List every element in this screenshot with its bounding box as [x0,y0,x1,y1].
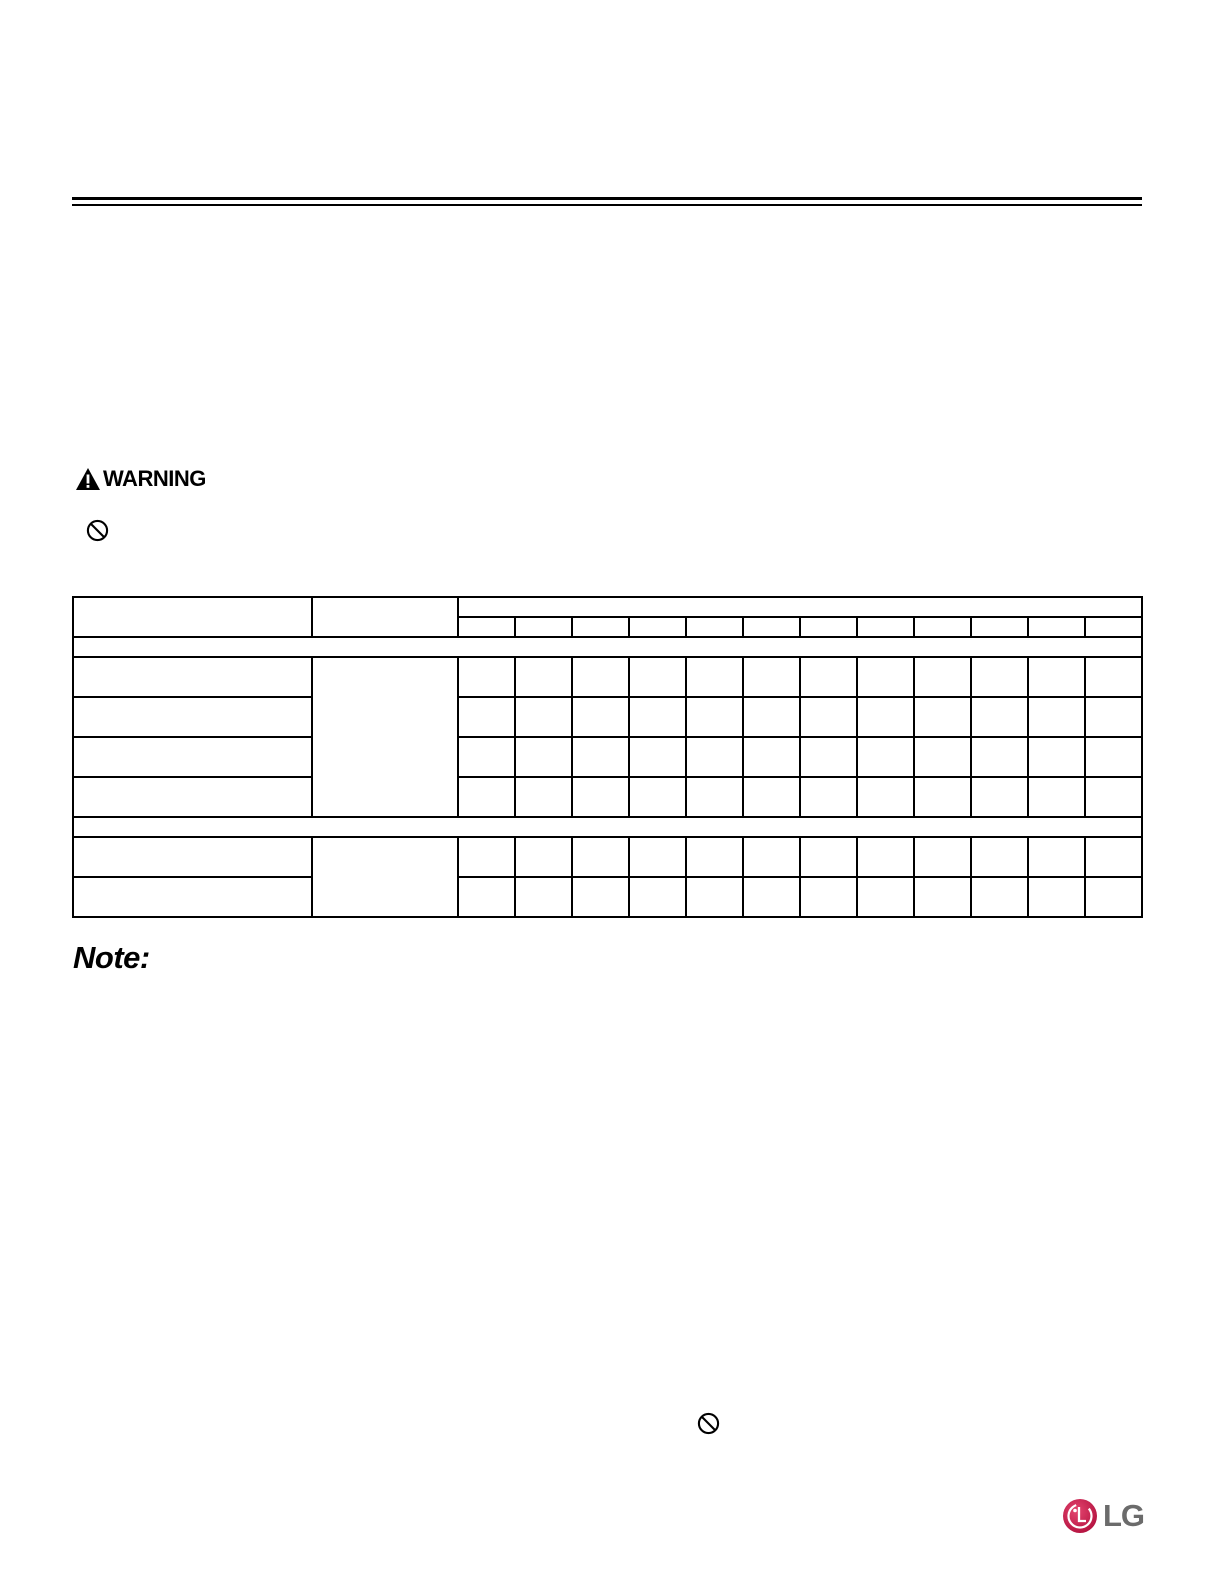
table-cell [800,837,857,877]
table-cell [1085,697,1142,737]
table-cell [515,697,572,737]
table-cell [971,837,1028,877]
table-cell [743,657,800,697]
table-row [73,697,1142,737]
section-row [73,637,1142,657]
row-label-cell [73,697,312,737]
subheader-cell [1028,617,1085,637]
table-cell [914,657,971,697]
table-header-row [73,597,1142,617]
table-cell [686,777,743,817]
table-cell [686,877,743,917]
table-cell [629,697,686,737]
table-cell [857,877,914,917]
lg-logo [1062,1498,1144,1534]
subheader-cell [743,617,800,637]
table-cell [971,777,1028,817]
table-cell [971,657,1028,697]
table-cell [800,737,857,777]
table-cell [743,837,800,877]
table-row [73,737,1142,777]
table-cell [857,837,914,877]
section-cell [73,637,1142,657]
table-cell [743,737,800,777]
table-cell [629,777,686,817]
table-cell [971,737,1028,777]
table-cell [572,777,629,817]
table-cell [1028,777,1085,817]
table-cell [458,877,515,917]
table-cell [971,697,1028,737]
table-cell [743,877,800,917]
prohibition-icon [86,519,109,542]
table-cell [515,737,572,777]
table-cell [1085,657,1142,697]
header-group-cell [458,597,1142,617]
table-cell [1085,837,1142,877]
section-row [73,817,1142,837]
prohibition-icon [697,1412,720,1435]
table-row [73,777,1142,817]
table-cell [971,877,1028,917]
table-cell [743,697,800,737]
table-cell [458,837,515,877]
table-cell [515,877,572,917]
table-cell [1028,697,1085,737]
merged-cell [312,657,458,817]
table-cell [1085,737,1142,777]
row-label-cell [73,737,312,777]
subheader-cell [857,617,914,637]
table-cell [572,697,629,737]
table-cell [458,697,515,737]
table-cell [629,837,686,877]
note-heading: Note: [73,940,150,975]
table-cell [914,697,971,737]
table-cell [914,777,971,817]
section-cell [73,817,1142,837]
table-cell [572,657,629,697]
table-cell [1085,777,1142,817]
subheader-cell [572,617,629,637]
table-cell [686,697,743,737]
lg-logo-text: LG [1103,1498,1145,1533]
warning-triangle-icon [75,467,101,491]
table-row [73,877,1142,917]
table-cell [515,777,572,817]
table-cell [686,657,743,697]
table-cell [629,877,686,917]
spec-table [72,596,1143,918]
header-rule-thick [72,197,1142,200]
table-cell [800,777,857,817]
header-cell [312,597,458,637]
table-cell [572,737,629,777]
table-cell [857,777,914,817]
table-cell [857,697,914,737]
table-cell [1085,877,1142,917]
warning-heading [75,466,206,492]
table-cell [686,737,743,777]
row-label-cell [73,777,312,817]
table-cell [1028,657,1085,697]
row-label-cell [73,657,312,697]
merged-cell [312,837,458,917]
subheader-cell [914,617,971,637]
table-cell [914,877,971,917]
row-label-cell [73,877,312,917]
table-cell [800,657,857,697]
table-cell [743,777,800,817]
table-cell [686,837,743,877]
table-cell [800,697,857,737]
table-cell [800,877,857,917]
lg-face-icon [1062,1498,1098,1534]
table-row [73,837,1142,877]
row-label-cell [73,837,312,877]
table-cell [572,837,629,877]
subheader-cell [800,617,857,637]
table-cell [857,657,914,697]
header-rule-thin [72,204,1142,206]
table-cell [572,877,629,917]
table-cell [515,837,572,877]
table-cell [857,737,914,777]
table-row [73,657,1142,697]
table-cell [515,657,572,697]
warning-label: WARNING [103,466,206,491]
subheader-cell [686,617,743,637]
table-cell [458,777,515,817]
table-cell [914,737,971,777]
header-cell [73,597,312,637]
table-cell [458,737,515,777]
table-cell [458,657,515,697]
table-cell [629,737,686,777]
table-cell [629,657,686,697]
subheader-cell [1085,617,1142,637]
table-cell [1028,877,1085,917]
subheader-cell [515,617,572,637]
table-cell [1028,837,1085,877]
subheader-cell [629,617,686,637]
table-cell [1028,737,1085,777]
subheader-cell [971,617,1028,637]
table-cell [914,837,971,877]
subheader-cell [458,617,515,637]
